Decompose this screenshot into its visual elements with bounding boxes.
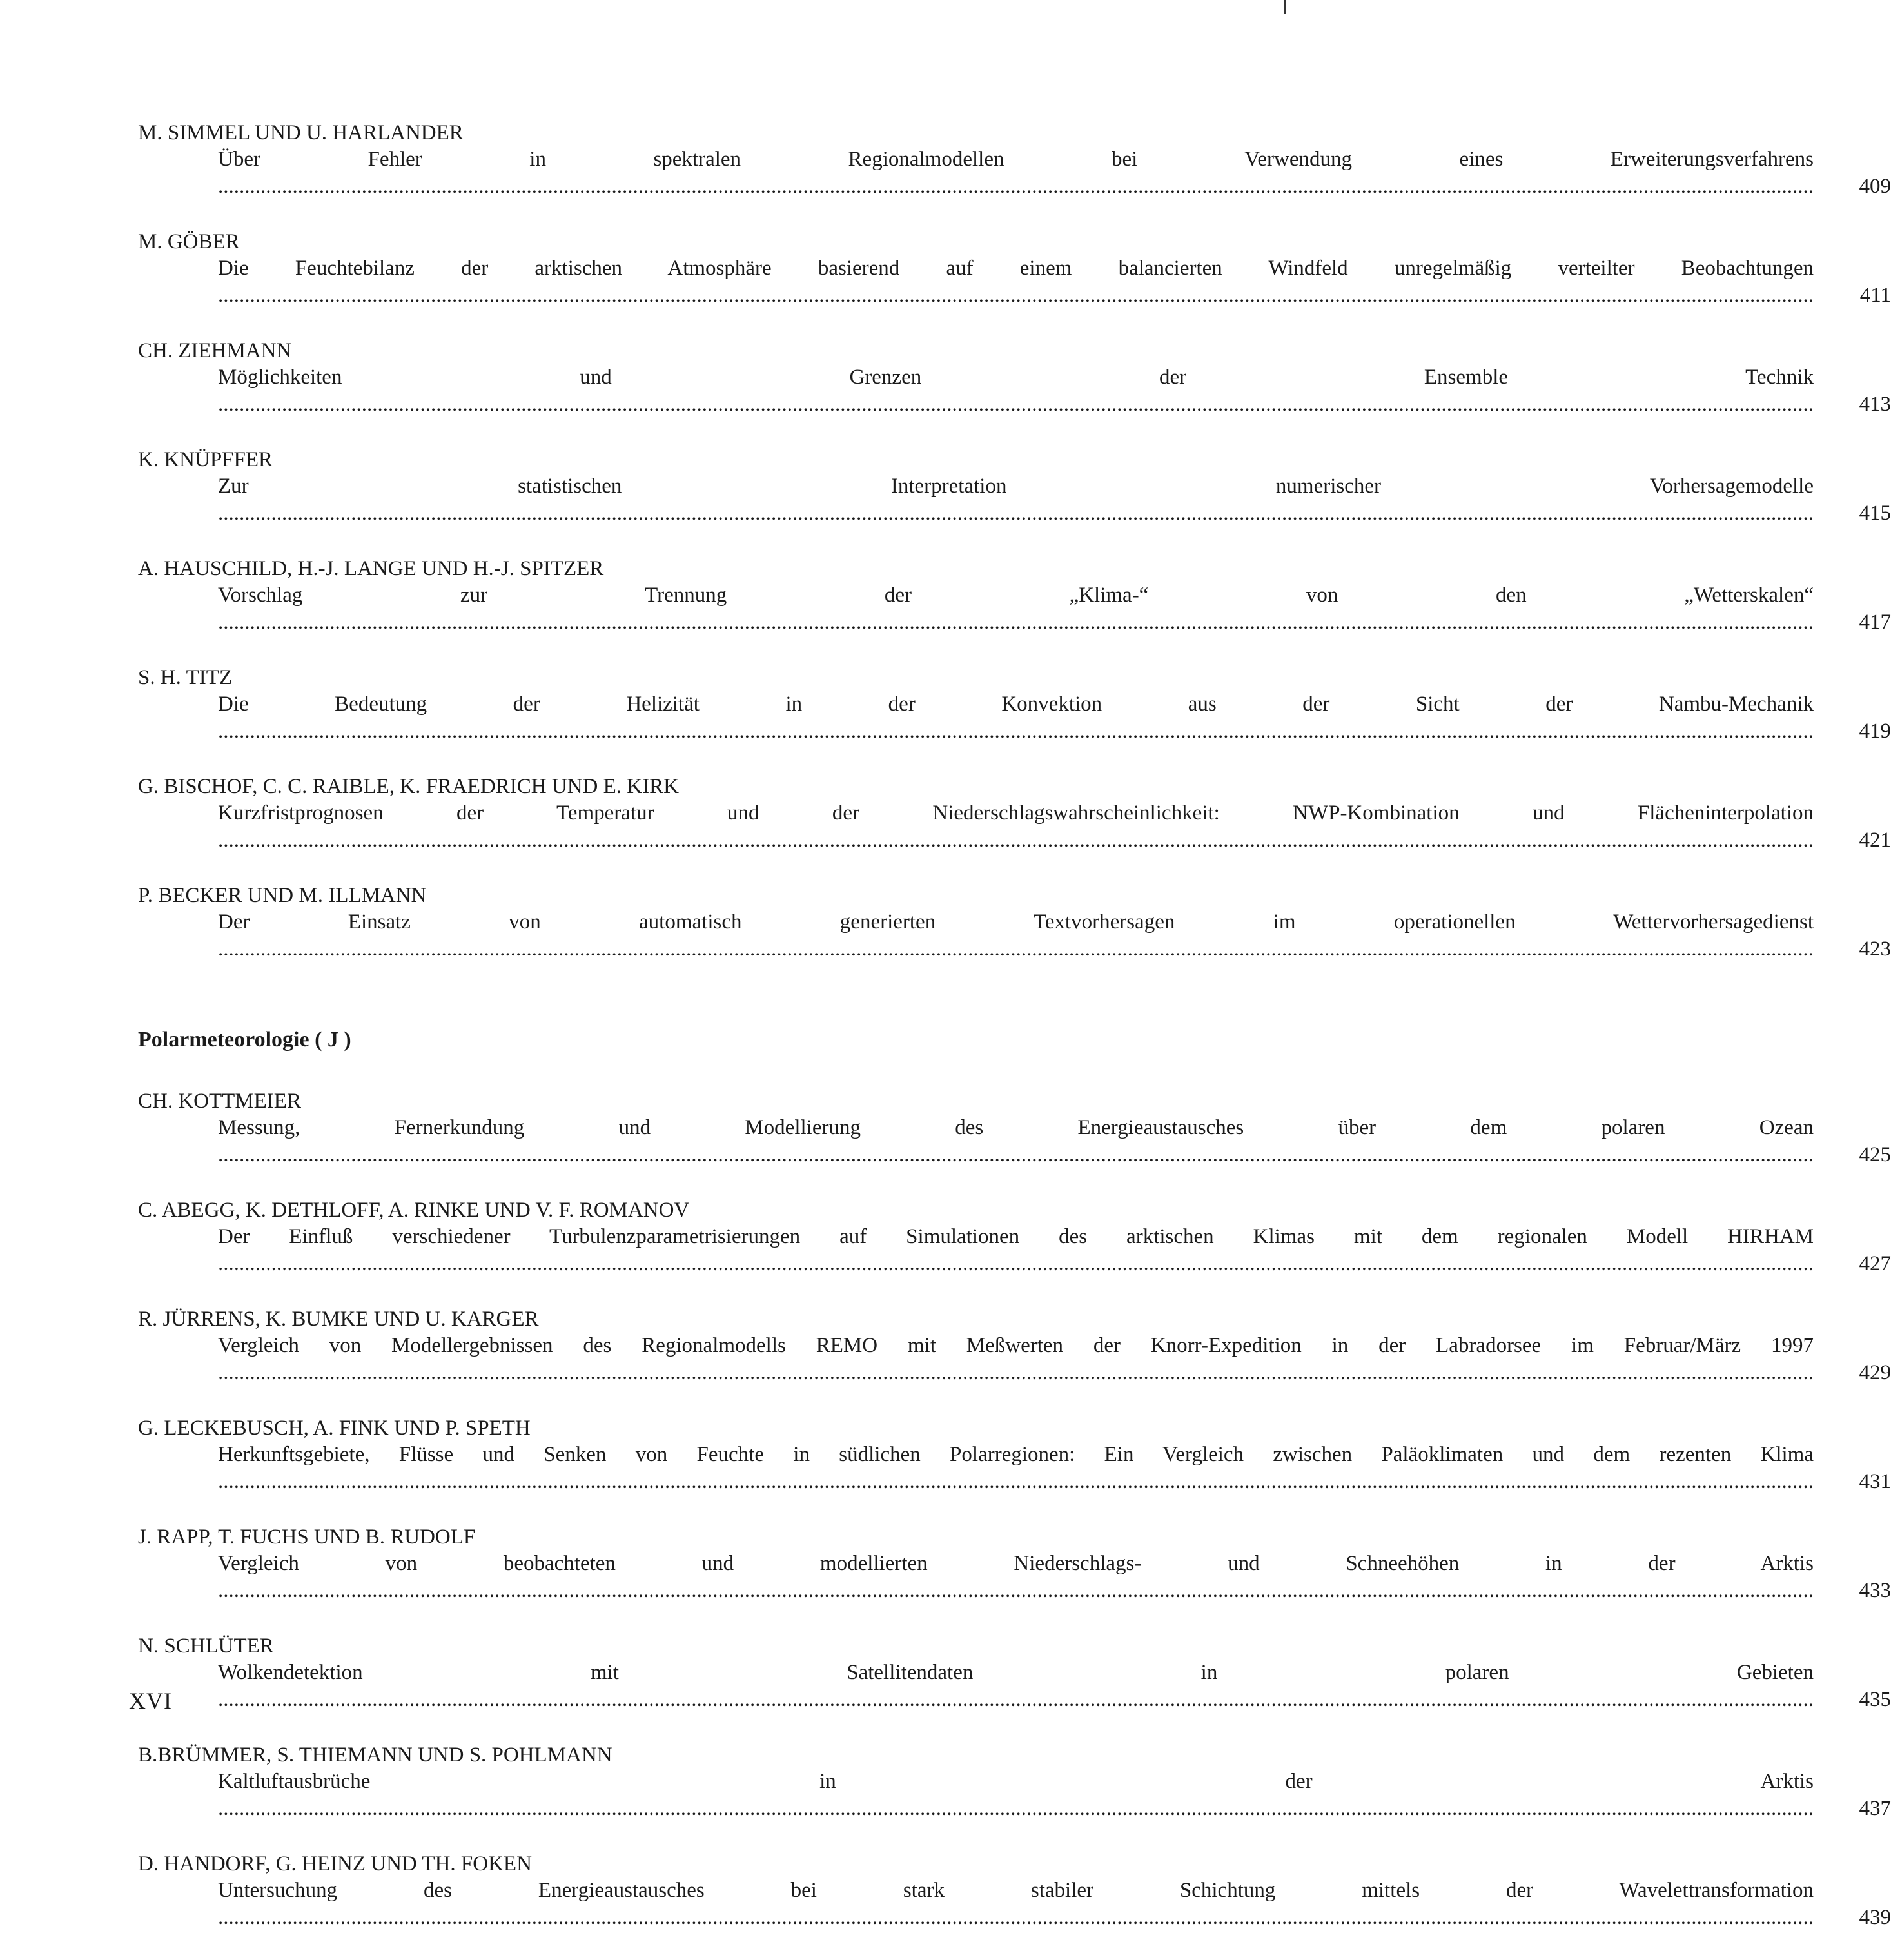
entry-title	[218, 799, 1814, 854]
entry-page-number: 423	[1859, 937, 1891, 961]
entry-authors: B.BRÜMMER, S. THIEMANN UND S. POHLMANN	[138, 1743, 612, 1767]
page-number-footer: XVI	[129, 1688, 172, 1714]
toc-entry	[138, 1633, 1891, 1713]
dot-leader: ............................................................................................................................................................................................................................................................................................................	[218, 393, 1814, 416]
entry-title-text: Vorschlag zur Trennung der „Klima-“ von den „Wetterskalen“	[218, 583, 1814, 607]
toc-entry	[138, 774, 1891, 854]
entry-title	[218, 1768, 1814, 1822]
entry-page-number: 437	[1859, 1797, 1891, 1820]
entry-authors: CH. KOTTMEIER	[138, 1090, 301, 1113]
entry-authors: M. GÖBER	[138, 230, 240, 253]
toc-entry	[138, 447, 1891, 527]
entry-authors: CH. ZIEHMANN	[138, 339, 292, 362]
dot-leader: ............................................................................................................................................................................................................................................................................................................	[218, 720, 1814, 743]
entry-authors: D. HANDORF, G. HEINZ UND TH. FOKEN	[138, 1852, 532, 1876]
entry-title	[218, 255, 1814, 309]
entry-title-text: Vergleich von Modellergebnissen des Regionalmodells REMO mit Meßwerten der Knorr-Expedition in der Labradorsee im Februar/März 1997	[218, 1334, 1814, 1357]
entry-page-number: 411	[1859, 284, 1891, 307]
entry-title-text: Kurzfristprognosen der Temperatur und der Niederschlagswahrscheinlichkeit: NWP-Kombination und Flächeninterpolation	[218, 801, 1814, 825]
scan-mark	[1284, 0, 1286, 14]
toc-entry	[138, 1524, 1891, 1604]
entry-title	[218, 1550, 1814, 1604]
entry-title	[218, 691, 1814, 745]
toc-entry	[138, 229, 1891, 309]
dot-leader: ............................................................................................................................................................................................................................................................................................................	[218, 1688, 1814, 1711]
entry-title-text: Kaltluftausbrüche in der Arktis	[218, 1770, 1814, 1793]
entry-page-number: 429	[1859, 1361, 1891, 1384]
entry-title	[218, 1441, 1814, 1495]
entries-group	[138, 120, 1891, 963]
entry-authors: N. SCHLÜTER	[138, 1634, 274, 1658]
section-heading: Polarmeteorologie ( J )	[138, 1028, 351, 1052]
dot-leader: ............................................................................................................................................................................................................................................................................................................	[218, 1797, 1814, 1820]
entry-title	[218, 473, 1814, 527]
dot-leader: ............................................................................................................................................................................................................................................................................................................	[218, 175, 1814, 198]
toc-entry	[138, 120, 1891, 200]
entry-page-number: 421	[1859, 828, 1891, 852]
entry-page-number: 419	[1859, 720, 1891, 743]
entry-title	[218, 1332, 1814, 1386]
entry-authors: M. SIMMEL UND U. HARLANDER	[138, 121, 464, 144]
entry-title-text: Zur statistischen Interpretation numerischer Vorhersagemodelle	[218, 475, 1814, 498]
entry-title-text: Wolkendetektion mit Satellitendaten in polaren Gebieten	[218, 1661, 1814, 1684]
dot-leader: ............................................................................................................................................................................................................................................................................................................	[218, 1143, 1814, 1166]
entry-authors: P. BECKER UND M. ILLMANN	[138, 884, 427, 907]
dot-leader: ............................................................................................................................................................................................................................................................................................................	[218, 1579, 1814, 1602]
entry-title-text: Messung, Fernerkundung und Modellierung des Energieaustausches über dem polaren Ozean	[218, 1116, 1814, 1139]
entry-title	[218, 908, 1814, 963]
entry-title-text: Die Bedeutung der Helizität in der Konvektion aus der Sicht der Nambu-Mechanik	[218, 692, 1814, 716]
toc-entry	[138, 1197, 1891, 1277]
dot-leader: ............................................................................................................................................................................................................................................................................................................	[218, 1361, 1814, 1384]
entry-title	[218, 364, 1814, 418]
entry-title-text: Untersuchung des Energieaustausches bei stark stabiler Schichtung mittels der Wavelettransformation	[218, 1879, 1814, 1902]
dot-leader: ............................................................................................................................................................................................................................................................................................................	[218, 502, 1814, 525]
entry-title	[218, 1114, 1814, 1168]
entry-title-text: Vergleich von beobachteten und modellierten Niederschlags- und Schneehöhen in der Arktis	[218, 1552, 1814, 1575]
entry-authors: G. LECKEBUSCH, A. FINK UND P. SPETH	[138, 1416, 531, 1440]
entry-authors: K. KNÜPFFER	[138, 448, 273, 471]
table-of-contents	[138, 120, 1891, 1960]
entry-title-text: Die Feuchtebilanz der arktischen Atmosphäre basierend auf einem balancierten Windfeld unregelmäßig verteilter Beobachtungen	[218, 257, 1814, 280]
entry-authors: J. RAPP, T. FUCHS UND B. RUDOLF	[138, 1525, 476, 1549]
toc-entry	[138, 1415, 1891, 1495]
toc-entry	[138, 1306, 1891, 1386]
entry-page-number: 417	[1859, 611, 1891, 634]
dot-leader: ............................................................................................................................................................................................................................................................................................................	[218, 284, 1814, 307]
toc-entry	[138, 1742, 1891, 1822]
entries-group	[138, 1088, 1891, 1931]
toc-entry	[138, 883, 1891, 963]
entry-page-number: 425	[1859, 1143, 1891, 1166]
entry-page-number: 439	[1859, 1906, 1891, 1929]
toc-entry	[138, 338, 1891, 418]
entry-title	[218, 582, 1814, 636]
toc-entry	[138, 665, 1891, 745]
dot-leader: ............................................................................................................................................................................................................................................................................................................	[218, 828, 1814, 852]
entry-authors: R. JÜRRENS, K. BUMKE UND U. KARGER	[138, 1308, 539, 1331]
toc-entry	[138, 556, 1891, 636]
toc-entry	[138, 1851, 1891, 1931]
entry-page-number: 433	[1859, 1579, 1891, 1602]
entry-title-text: Der Einsatz von automatisch generierten Textvorhersagen im operationellen Wettervorhersagedienst	[218, 910, 1814, 934]
entry-authors: S. H. TITZ	[138, 666, 233, 689]
entry-title-text: Herkunftsgebiete, Flüsse und Senken von Feuchte in südlichen Polarregionen: Ein Vergleich zwischen Paläoklimaten und dem rezenten Klima	[218, 1443, 1814, 1466]
entry-page-number: 427	[1859, 1252, 1891, 1275]
entry-title	[218, 1877, 1814, 1931]
dot-leader: ............................................................................................................................................................................................................................................................................................................	[218, 1470, 1814, 1493]
entry-page-number: 435	[1859, 1688, 1891, 1711]
dot-leader: ............................................................................................................................................................................................................................................................................................................	[218, 1252, 1814, 1275]
entry-page-number: 409	[1859, 175, 1891, 198]
entry-page-number: 413	[1859, 393, 1891, 416]
dot-leader: ............................................................................................................................................................................................................................................................................................................	[218, 1906, 1814, 1929]
entry-page-number: 415	[1859, 502, 1891, 525]
entry-authors: G. BISCHOF, C. C. RAIBLE, K. FRAEDRICH UND E. KIRK	[138, 775, 679, 798]
entry-authors: C. ABEGG, K. DETHLOFF, A. RINKE UND V. F. ROMANOV	[138, 1199, 690, 1222]
entry-title-text: Möglichkeiten und Grenzen der Ensemble Technik	[218, 366, 1814, 389]
entry-authors: A. HAUSCHILD, H.-J. LANGE UND H.-J. SPITZER	[138, 557, 604, 580]
entry-title	[218, 1223, 1814, 1277]
entry-page-number: 431	[1859, 1470, 1891, 1493]
entry-title-text: Der Einfluß verschiedener Turbulenzparametrisierungen auf Simulationen des arktischen Klimas mit dem regionalen Modell HIRHAM	[218, 1225, 1814, 1248]
entry-title	[218, 146, 1814, 200]
dot-leader: ............................................................................................................................................................................................................................................................................................................	[218, 937, 1814, 961]
dot-leader: ............................................................................................................................................................................................................................................................................................................	[218, 611, 1814, 634]
entry-title-text: Über Fehler in spektralen Regionalmodellen bei Verwendung eines Erweiterungsverfahrens	[218, 148, 1814, 171]
toc-entry	[138, 1088, 1891, 1168]
entry-title	[218, 1659, 1814, 1713]
